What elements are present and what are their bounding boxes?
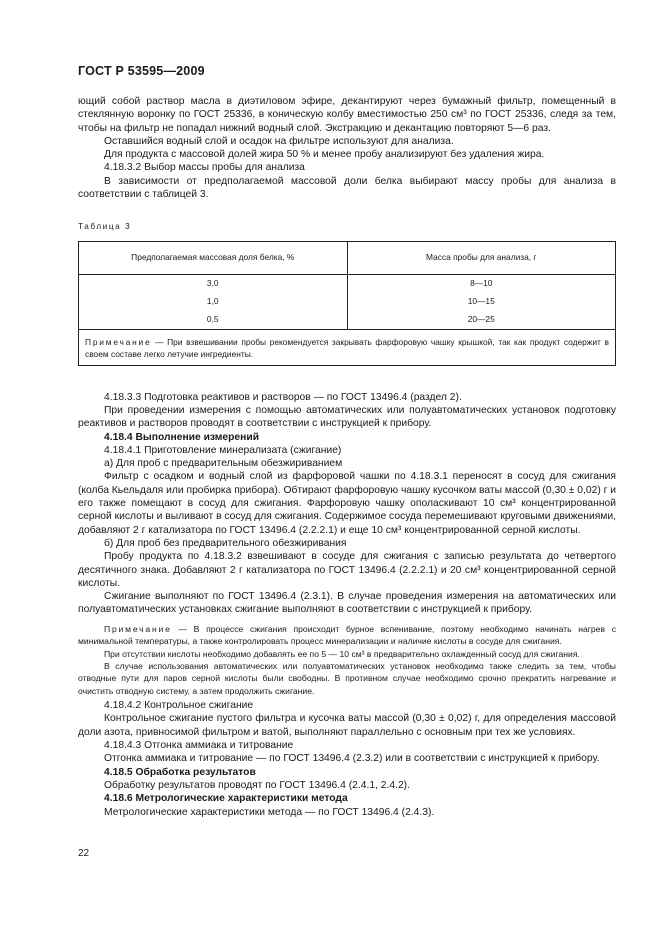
intro-paragraph-3: Для продукта с массовой долей жира 50 % и менее пробу анализируют без удаления жира.: [104, 149, 545, 161]
table-row: [79, 274, 616, 293]
burning-note-label: Примечание: [104, 623, 172, 634]
section-4-18-3-2: 4.18.3.2 Выбор массы пробы для анализа: [104, 162, 305, 174]
table-note: [79, 329, 616, 365]
paragraph-b: Пробу продукта по 4.18.3.2 взвешивают в сосуде для сжигания с записью результата до четвертого десятичного знака. Добавляют 2 г катализатора по ГОСТ 13496.4 (2.2.2.1) и 20 см³ концентрированной серной кислоты.: [78, 551, 616, 589]
table-cell-mass: 8—10: [347, 274, 616, 293]
table-note-row: [79, 329, 616, 365]
burning-note: [78, 623, 616, 697]
table-col2-header: Масса пробы для анализа, г: [347, 241, 616, 274]
intro-paragraph-5: В зависимости от предполагаемой массовой доли белка выбирают массу пробы для анализа в соответствии с таблицей 3.: [78, 175, 616, 201]
section-4-18-6-heading: 4.18.6 Метрологические характеристики метода: [104, 793, 348, 805]
table-cell-protein: 1,0: [79, 293, 348, 311]
section-4-18-4-heading: 4.18.4 Выполнение измерений: [104, 431, 260, 443]
document-header: ГОСТ Р 53595—2009: [78, 64, 205, 78]
table-cell-mass: 10—15: [347, 293, 616, 311]
page-content: [78, 95, 616, 819]
intro-paragraph-2: Оставшийся водный слой и осадок на фильтре используют для анализа.: [104, 135, 454, 147]
paragraph-distillation: Отгонка аммиака и титрование — по ГОСТ 13496.4 (2.3.2) или в соответствии с инструкцией к прибору.: [104, 753, 600, 765]
section-4-18-4-1: 4.18.4.1 Приготовление минерализата (сжигание): [104, 444, 342, 456]
section-4-18-3-3: 4.18.3.3 Подготовка реактивов и растворов — по ГОСТ 13496.4 (раздел 2).: [104, 391, 462, 403]
paragraph-automatic-setup: При проведении измерения с помощью автоматических или полуавтоматических установок подготовку реактивов и растворов проводят в соответствии с инструкцией к прибору.: [78, 404, 616, 430]
paragraph-burning: Сжигание выполняют по ГОСТ 13496.4 (2.3.1). В случае проведения измерения на автоматических или полуавтоматических установках сжигание выполняют в соответствии с инструкцией к прибору.: [78, 591, 616, 616]
table-note-label: Примечание: [85, 336, 152, 347]
paragraph-metrology: Метрологические характеристики метода — по ГОСТ 13496.4 (2.4.3).: [104, 806, 435, 818]
subsection-a: а) Для проб с предварительным обезжириванием: [104, 458, 343, 470]
section-4-18-5-heading: 4.18.5 Обработка результатов: [104, 766, 256, 778]
table-cell-protein: 3,0: [79, 274, 348, 293]
page-number: 22: [78, 848, 90, 859]
table-cell-mass: 20—25: [347, 311, 616, 330]
paragraph-a: Фильтр с осадком и водный слой из фарфоровой чашки по 4.18.3.1 переносят в сосуд для сжигания (колба Кьельдаля или пробирка прибора). Обтирают фарфоровую чашку кусочком ваты массой (0,30 ± 0,02) г и его также помещают в сосуд для сжигания. Фарфоровую чашку ополаскивают 10 см³ концентрированной серной кислоты и выливают в сосуд для сжигания. Содержимое сосуда перемешивают круговыми движениями, добавляют 2 г катализатора по ГОСТ 13496.4 (2.2.2.1) и еще 10 см³ концентрированной серной кислоты.: [78, 471, 616, 536]
subsection-b: б) Для проб без предварительного обезжиривания: [104, 537, 347, 549]
table-row: [79, 311, 616, 330]
table-caption: Таблица 3: [78, 222, 132, 232]
table-col1-header: Предполагаемая массовая доля белка, %: [79, 241, 348, 274]
burning-note-text: — В процессе сжигания происходит бурное вспенивание, поэтому необходимо начинать нагрев с минимальной температуры, а также контролировать процесс минерализации и наличие кислоты в сосуде для сжигания.: [78, 623, 616, 647]
section-4-18-4-3: 4.18.4.3 Отгонка аммиака и титрование: [104, 740, 294, 752]
table-note-text: — При взвешивании пробы рекомендуется закрывать фарфоровую чашку крышкой, так как продукт содержит в своем составе легко летучие ингредиенты.: [85, 336, 609, 359]
table-cell-protein: 0,5: [79, 311, 348, 330]
paragraph-control-burning: Контрольное сжигание пустого фильтра и кусочка ваты массой (0,30 ± 0,02) г, для определения массовой доли азота, привносимой фильтром и ватой, выполняют параллельно с основным при тех же условиях.: [78, 713, 616, 738]
intro-paragraph-1: ющий собой раствор масла в диэтиловом эфире, декантируют через бумажный фильтр, помещенный в стеклянную воронку по ГОСТ 25336, в коническую колбу вместимостью 250 см³ по ГОСТ 25336, следя за тем, чтобы на фильтр не попадал нижний водный слой. Экстракцию и декантацию повторяют 5—6 раз.: [78, 96, 616, 134]
burning-note-paragraph-3: В случае использования автоматических или полуавтоматических установок необходимо также следить за тем, чтобы отводные пути для паров серной кислоты были свободны. В противном случае необходимо срочно прекратить нагревание и очистить отводную систему, а затем продолжить сжигание.: [78, 660, 616, 696]
burning-note-paragraph-1: [78, 623, 616, 648]
table-row: [79, 293, 616, 311]
table-3: [78, 241, 616, 366]
section-4-18-4-2: 4.18.4.2 Контрольное сжигание: [104, 700, 254, 712]
table-header-row: [79, 241, 616, 274]
burning-note-paragraph-2: При отсутствии кислоты необходимо добавлять ее по 5 — 10 см³ в предварительно охлажденный сосуд для сжигания.: [104, 648, 580, 659]
paragraph-results: Обработку результатов проводят по ГОСТ 13496.4 (2.4.1, 2.4.2).: [104, 779, 410, 791]
